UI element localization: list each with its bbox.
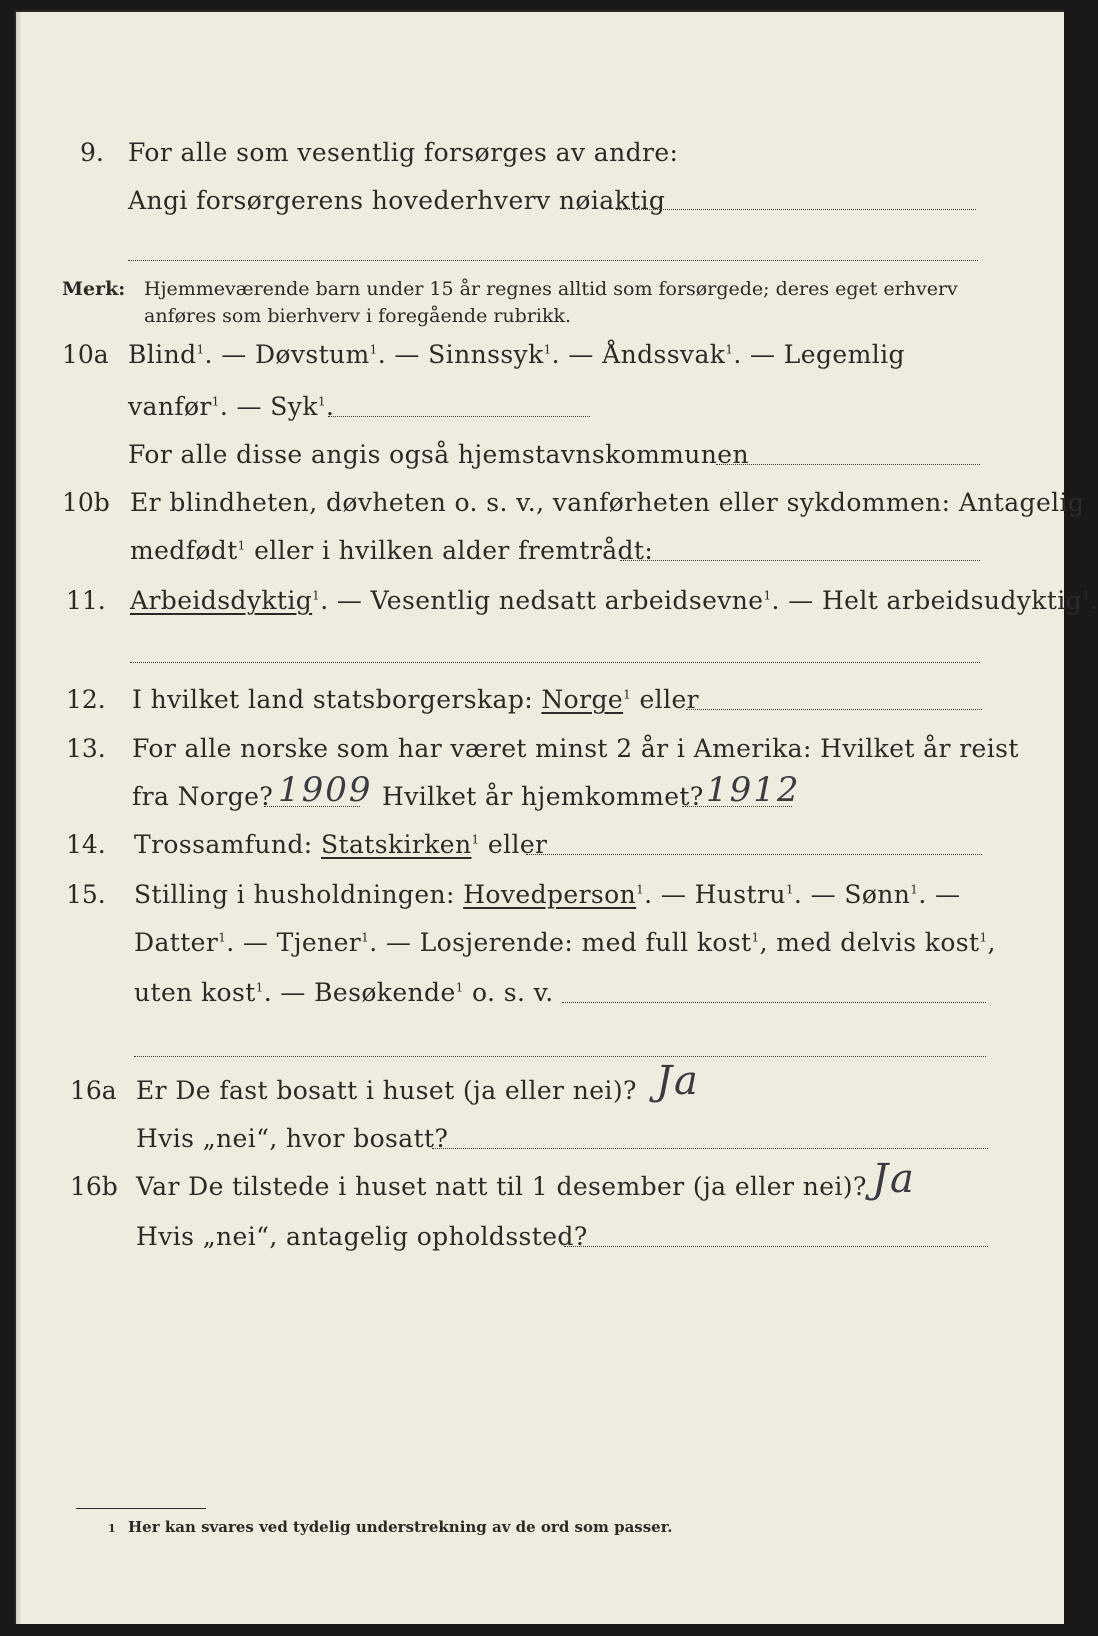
footnote-ref: 1 xyxy=(361,930,370,945)
footnote-ref: 1 xyxy=(237,538,246,553)
q14-statskirken-underlined: Statskirken xyxy=(320,830,472,859)
q10a-syk: . — Syk xyxy=(219,392,318,421)
q15-osv: o. s. v. xyxy=(463,978,554,1007)
q10b-alder: eller i hvilken alder fremtrådt: xyxy=(245,536,654,565)
q12-line xyxy=(132,685,699,714)
q16b-answer-line xyxy=(564,1246,988,1247)
footnote-ref: 1 xyxy=(196,342,205,357)
q10a-hjemstavn-answer-line xyxy=(716,464,980,465)
q11-arbeidsdyktig-underlined: Arbeidsdyktig xyxy=(130,586,313,615)
q13-line1: For alle norske som har været minst 2 år i Amerika: Hvilket år reist xyxy=(132,734,1019,763)
q11-udyktig: . — Helt arbeidsudyktig xyxy=(771,586,1083,615)
q16b-line1: Var De tilstede i huset natt til 1 desember (ja eller nei)? xyxy=(136,1172,867,1201)
footnote-ref: 1 xyxy=(369,342,378,357)
q14-number: 14. xyxy=(66,830,106,859)
q15-line1-end: . — xyxy=(918,880,961,909)
q9-number: 9. xyxy=(80,138,104,167)
q10a-blind: Blind xyxy=(128,340,197,369)
q15-line3 xyxy=(134,978,554,1007)
q15-hustru: . — Hustru xyxy=(644,880,786,909)
q10a-line1 xyxy=(128,340,905,369)
footnote-ref: 1 xyxy=(1082,588,1091,603)
footnote-text: Her kan svares ved tydelig understrekning av de ord som passer. xyxy=(128,1518,673,1536)
q16b-line2: Hvis „nei“, antagelig opholdssted? xyxy=(136,1222,588,1251)
q12-eller: eller xyxy=(631,685,700,714)
footnote-ref: 1 xyxy=(785,882,794,897)
footnote-ref: 1 xyxy=(636,882,645,897)
q10a-dovstum: . — Døvstum xyxy=(204,340,370,369)
paper-edge-shadow xyxy=(16,12,22,1624)
q10a-line3: For alle disse angis også hjemstavnskommunen xyxy=(128,440,749,469)
q15-answer-line-2 xyxy=(134,1056,986,1057)
q10a-andssvak: . — Åndssvak xyxy=(551,340,726,369)
footnote-rule xyxy=(76,1508,206,1509)
q15-stilling: Stilling i husholdningen: xyxy=(134,880,464,909)
q14-line xyxy=(134,830,547,859)
census-form-page xyxy=(14,10,1098,1624)
q10b-line1: Er blindheten, døvheten o. s. v., vanførheten eller sykdommen: Antagelig xyxy=(130,488,1085,517)
q11-end: . xyxy=(1090,586,1098,615)
q15-line1 xyxy=(134,880,960,909)
merk-line1: Hjemmeværende barn under 15 år regnes alltid som forsørgede; deres eget erhverv xyxy=(144,278,958,300)
q11-nedsatt: . — Vesentlig nedsatt arbeidsevne xyxy=(320,586,764,615)
q15-line2-end: , xyxy=(987,928,996,957)
q15-besokende: . — Besøkende xyxy=(263,978,456,1007)
q15-number: 15. xyxy=(66,880,106,909)
q16a-number: 16a xyxy=(70,1076,117,1105)
footnote-ref: 1 xyxy=(211,394,220,409)
q10b-medfodt: medfødt xyxy=(130,536,238,565)
q14-eller: eller xyxy=(479,830,548,859)
q10a-line2-end: . xyxy=(325,392,335,421)
footnote-ref: 1 xyxy=(312,588,321,603)
q16a-line2: Hvis „nei“, hvor bosatt? xyxy=(136,1124,449,1153)
q13-hjem-label: Hvilket år hjemkommet? xyxy=(382,782,704,811)
q14-text: Trossamfund: xyxy=(134,830,321,859)
q13-reist-label: fra Norge? xyxy=(132,782,274,811)
q10b-number: 10b xyxy=(62,488,110,517)
q12-answer-line xyxy=(686,709,982,710)
q16a-answer-line xyxy=(432,1148,988,1149)
footnote-ref: 1 xyxy=(455,980,464,995)
footnote-ref: 1 xyxy=(623,687,632,702)
footnote-ref: 1 xyxy=(725,342,734,357)
q13-hjem-handwritten-answer: 1912 xyxy=(706,770,801,810)
q9-line1: For alle som vesentlig forsørges av andre: xyxy=(128,138,679,167)
footnote-ref: 1 xyxy=(255,980,264,995)
q9-answer-line-2 xyxy=(128,260,978,261)
merk-label: Merk: xyxy=(62,278,126,300)
q16b-number: 16b xyxy=(70,1172,118,1201)
q12-text: I hvilket land statsborgerskap: xyxy=(132,685,542,714)
footnote-ref: 1 xyxy=(543,342,552,357)
q10a-vanfor: vanfør xyxy=(128,392,212,421)
q10a-syk-answer-line xyxy=(328,416,590,417)
q15-uten-kost: uten kost xyxy=(134,978,256,1007)
q10a-legemlig: . — Legemlig xyxy=(733,340,905,369)
merk-line2: anføres som bierhverv i foregående rubrikk. xyxy=(144,305,572,327)
q13-number: 13. xyxy=(66,734,106,763)
footnote-ref: 1 xyxy=(979,930,988,945)
q15-full-kost: . — Losjerende: med full kost xyxy=(369,928,752,957)
q12-norge-underlined: Norge xyxy=(541,685,624,714)
q15-tjener: . — Tjener xyxy=(226,928,362,957)
footnote-ref: 1 xyxy=(317,394,326,409)
q10a-line2 xyxy=(128,392,334,421)
footnote-ref: 1 xyxy=(910,882,919,897)
q9-answer-line xyxy=(616,209,976,210)
q9-line2: Angi forsørgerens hovederhverv nøiaktig xyxy=(128,186,666,215)
q10a-sinnssyk: . — Sinnssyk xyxy=(377,340,544,369)
q11-line xyxy=(130,586,1098,615)
footnote-ref: 1 xyxy=(763,588,772,603)
q12-number: 12. xyxy=(66,685,106,714)
footnote-ref: 1 xyxy=(218,930,227,945)
q15-answer-line xyxy=(562,1002,986,1003)
q14-answer-line xyxy=(526,854,982,855)
footnote-ref: 1 xyxy=(471,832,480,847)
q15-sonn: . — Sønn xyxy=(793,880,911,909)
q15-delvis-kost: , med delvis kost xyxy=(759,928,980,957)
q16a-handwritten-answer: Ja xyxy=(656,1058,700,1104)
q13-reist-handwritten-answer: 1909 xyxy=(278,770,373,810)
q11-number: 11. xyxy=(66,586,106,615)
q10a-number: 10a xyxy=(62,340,109,369)
q15-hovedperson-underlined: Hovedperson xyxy=(463,880,637,909)
q16a-line1: Er De fast bosatt i huset (ja eller nei)? xyxy=(136,1076,637,1105)
q15-line2 xyxy=(134,928,996,957)
q10b-line2 xyxy=(130,536,653,565)
footnote-ref: 1 xyxy=(751,930,760,945)
q11-answer-line xyxy=(130,662,980,663)
q16b-handwritten-answer: Ja xyxy=(872,1156,916,1202)
q10b-answer-line xyxy=(620,560,980,561)
q15-datter: Datter xyxy=(134,928,219,957)
footnote-mark: 1 xyxy=(108,1522,116,1535)
